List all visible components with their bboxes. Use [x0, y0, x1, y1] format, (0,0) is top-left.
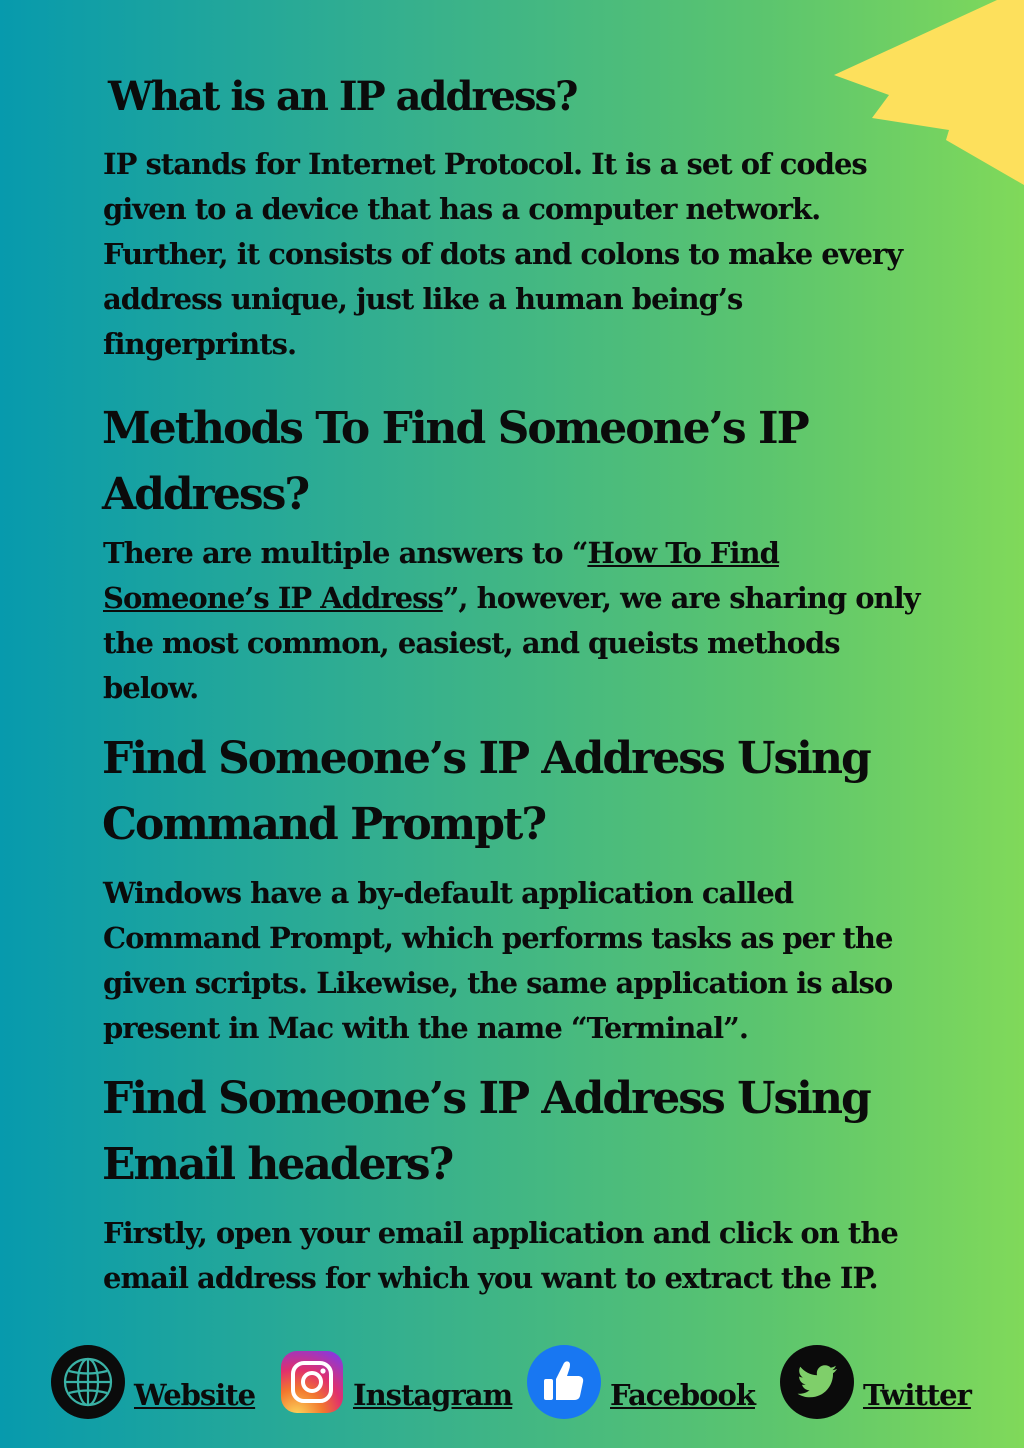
section-body-ip-address: IP stands for Internet Protocol. It is a set of codes given to a device that has a computer network. Further, it consists of dots and colons to make every address unique, just like a human being’s fingerprints.: [103, 147, 903, 361]
facebook-like-icon: [527, 1345, 601, 1419]
website-label: Website: [134, 1378, 256, 1412]
social-footer: [0, 1344, 1024, 1424]
section-body-command-prompt: Windows have a by-default application called Command Prompt, which performs tasks as per the given scripts. Likewise, the same application is also present in Mac with the name “Terminal”.: [103, 876, 893, 1045]
twitter-link[interactable]: [780, 1344, 971, 1420]
instagram-label: Instagram: [353, 1378, 513, 1412]
section-heading-ip-address: What is an IP address?: [108, 73, 577, 120]
facebook-label: Facebook: [610, 1378, 755, 1412]
methods-text-after-link: ”, however, we are sharing only the most common, easiest, and queists methods below.: [103, 581, 920, 705]
section-heading-methods: Methods To Find Someone’s IP Address?: [102, 403, 808, 520]
instagram-icon: [280, 1350, 344, 1414]
twitter-label: Twitter: [863, 1378, 971, 1412]
section-body-methods: [103, 531, 923, 711]
section-body-email-headers: Firstly, open your email application and click on the email address for which you want to extract the IP.: [103, 1216, 898, 1295]
twitter-bird-icon: [780, 1345, 854, 1419]
instagram-link[interactable]: [280, 1344, 512, 1420]
section-heading-command-prompt: Find Someone’s IP Address Using Command Prompt?: [102, 733, 870, 850]
website-link[interactable]: [51, 1344, 255, 1420]
section-heading-email-headers: Find Someone’s IP Address Using Email headers?: [102, 1073, 870, 1190]
methods-text-before-link: There are multiple answers to “: [103, 536, 588, 570]
globe-icon: [51, 1345, 125, 1419]
facebook-link[interactable]: [527, 1344, 755, 1420]
how-to-find-ip-link[interactable]: How To Find Someone’s IP Address: [103, 536, 779, 615]
